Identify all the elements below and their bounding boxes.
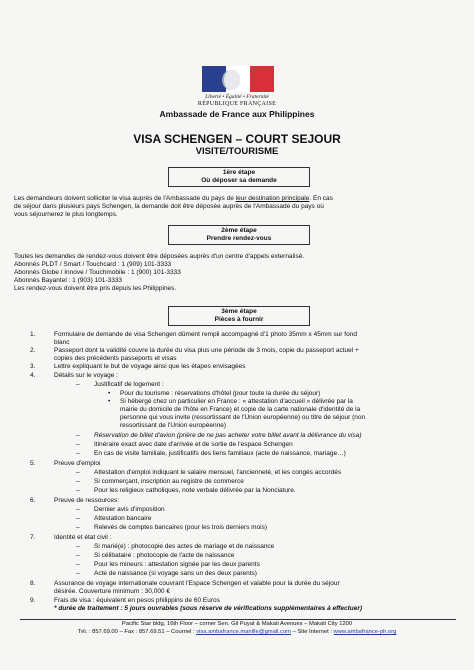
footer-address: Pacific Star bldg, 16th Floor – corner Sen. Gil Puyat & Makati Avenues – Makati City 1200 bbox=[121, 621, 353, 627]
dash-bullet: – bbox=[76, 450, 80, 457]
list-item: personne qui vous invite (ressortissant de l'Union européenne) ou titre de séjour (non bbox=[120, 414, 366, 421]
website-link[interactable]: www.ambafrance-ph.org bbox=[333, 629, 397, 635]
list-item: Preuve d'emploi bbox=[54, 460, 101, 467]
list-item: Frais de visa : équivalent en pesos philippins de 60 Euros bbox=[54, 597, 220, 604]
list-item: Pour les religieux catholiques, note verbale délivrée par la Nonciature. bbox=[94, 487, 296, 494]
dash-bullet: – bbox=[76, 561, 80, 568]
list-item: Détails sur le voyage : bbox=[54, 372, 118, 379]
step3-label: 3ème étape bbox=[221, 308, 257, 315]
list-item: Itinéraire exact avec date d'arrivée et de sortie de l'espace Schengen bbox=[94, 441, 293, 448]
list-item: Attestation bancaire bbox=[94, 515, 152, 522]
marianne-logo bbox=[202, 66, 274, 92]
step3-heading: Pièces à fournir bbox=[214, 316, 264, 323]
dot-bullet: • bbox=[108, 390, 111, 397]
list-item: Lettre expliquant le but de voyage ainsi que les étapes envisagées bbox=[54, 363, 246, 370]
list-item: Pour les mineurs : attestation signée par les deux parents bbox=[94, 561, 260, 568]
step1-line2: de séjour dans plusieurs pays Schengen, la demande doit être déposée auprès de l'Ambassade du pays où bbox=[14, 203, 324, 210]
list-item: Relevés de comptes bancaires (pour les trois derniers mois) bbox=[94, 524, 268, 531]
list-item: blanc bbox=[54, 339, 70, 346]
page-title: VISA SCHENGEN – COURT SEJOUR bbox=[133, 132, 341, 146]
list-item: Justificatif de logement : bbox=[94, 381, 164, 388]
list-item: copies des précédents passeports et visas bbox=[54, 355, 177, 362]
step1-label: 1ère étape bbox=[222, 169, 256, 176]
list-item: mairie du domicile de l'hôte en France) et copie de la carte nationale d'identité de la bbox=[120, 406, 361, 413]
republic-label: RÉPUBLIQUE FRANÇAISE bbox=[197, 101, 277, 107]
item-number: 7. bbox=[30, 534, 36, 541]
dot-bullet: • bbox=[108, 398, 111, 405]
item-number: 3. bbox=[30, 363, 36, 370]
list-item: En cas de visite familiale, justificatifs des liens familiaux (acte de naissance, mariage…) bbox=[94, 450, 346, 457]
item-number: 1. bbox=[30, 331, 36, 338]
embassy-name: Ambassade de France aux Philippines bbox=[159, 109, 315, 119]
processing-time-note: * durée de traitement : 5 jours ouvrables (sous réserve de vérifications supplémentaires à effectuer) bbox=[54, 605, 363, 612]
footer-divider bbox=[20, 619, 456, 620]
dash-bullet: – bbox=[76, 381, 80, 388]
item-number: 2. bbox=[30, 347, 36, 354]
dash-bullet: – bbox=[76, 432, 80, 439]
dash-bullet: – bbox=[76, 543, 80, 550]
step1-box bbox=[168, 167, 310, 187]
item-number: 4. bbox=[30, 372, 36, 379]
dash-bullet: – bbox=[76, 487, 80, 494]
step1-paragraph: Les demandeurs doivent solliciter le visa auprès de l'Ambassade du pays de leur destination principale. En cas bbox=[14, 195, 333, 202]
list-item: Assurance de voyage internationale couvrant l'Espace Schengen et valable pour la durée du séjour bbox=[54, 580, 340, 587]
item-number: 5. bbox=[30, 460, 36, 467]
list-item: Passeport dont la validité couvre la durée du visa plus une période de 3 mois, copie du passeport actuel + bbox=[54, 347, 359, 354]
step2-box bbox=[168, 225, 310, 245]
list-item: Si hébergé chez un particulier en France : « attestation d'accueil » délivrée par la bbox=[120, 398, 353, 405]
dash-bullet: – bbox=[76, 552, 80, 559]
step2-label: 2ème étape bbox=[221, 227, 257, 234]
step1-line3: vous séjournerez le plus longtemps. bbox=[14, 211, 118, 218]
email-link[interactable]: visa.ambafrance.manille@gmail.com bbox=[196, 629, 291, 635]
list-item: Pour du tourisme : réservations d'hôtel (pour toute la durée du séjour) bbox=[120, 390, 321, 397]
dash-bullet: – bbox=[76, 441, 80, 448]
motto: Liberté • Égalité • Fraternité bbox=[205, 94, 269, 100]
step2-line: Abonnés Bayantel : 1 (903) 101-3333 bbox=[14, 277, 123, 284]
dash-bullet: – bbox=[76, 478, 80, 485]
list-item: Attestation d'emploi indiquant le salaire mensuel, l'ancienneté, et les congés accordés bbox=[94, 469, 342, 476]
step2-line: Les rendez-vous doivent être pris depuis les Philippines. bbox=[14, 285, 177, 292]
list-item: Formulaire de demande de visa Schengen dûment rempli accompagné d'1 photo 35mm x 45mm sur fond bbox=[54, 331, 357, 338]
step3-box bbox=[168, 306, 310, 326]
item-number: 8. bbox=[30, 580, 36, 587]
dash-bullet: – bbox=[76, 570, 80, 577]
list-item: Réservation de billet d'avion (prière de ne pas acheter votre billet avant la délivrance du visa) bbox=[94, 432, 362, 439]
item-number: 9. bbox=[30, 597, 36, 604]
list-item: Si marié(e) : photocopie des actes de mariage et de naissance bbox=[94, 543, 275, 550]
list-item: Dernier avis d'imposition bbox=[94, 506, 165, 513]
step2-line: Abonnés Globe / Innove / Touchmobile : 1 (900) 101-3333 bbox=[14, 269, 181, 276]
dash-bullet: – bbox=[76, 524, 80, 531]
step1-heading: Où déposer sa demande bbox=[201, 177, 277, 184]
step2-line: Toutes les demandes de rendez-vous doivent être déposées auprès d'un centre d'appels externalisé. bbox=[14, 253, 305, 260]
dash-bullet: – bbox=[76, 469, 80, 476]
list-item: Acte de naissance (si voyage sans un des deux parents) bbox=[94, 570, 257, 577]
dash-bullet: – bbox=[76, 515, 80, 522]
list-item: Preuve de ressources: bbox=[54, 497, 120, 504]
page-subtitle: VISITE/TOURISME bbox=[195, 146, 279, 157]
footer-contact: Tél. : 857.69.00 – Fax : 857.69.51 – Courriel : visa.ambafrance.manille@gmail.com – Site Internet : www.ambafrance-ph.org bbox=[77, 629, 397, 635]
destination-link: leur destination principale bbox=[235, 195, 310, 202]
step2-heading: Prendre rendez-vous bbox=[206, 235, 272, 242]
list-item: ressortissant de l'Union européenne) bbox=[120, 422, 227, 429]
item-number: 6. bbox=[30, 497, 36, 504]
step2-line: Abonnés PLDT / Smart / Touchcard : 1 (909) 101-3333 bbox=[14, 261, 172, 268]
list-item: Identité et état civil : bbox=[54, 534, 112, 541]
list-item: Si commerçant, inscription au registre de commerce bbox=[94, 478, 244, 485]
list-item: Si célibataire : photocopie de l'acte de naissance bbox=[94, 552, 235, 559]
dash-bullet: – bbox=[76, 506, 80, 513]
list-item: désirée. Couverture minimum : 30,000 € bbox=[54, 588, 170, 595]
